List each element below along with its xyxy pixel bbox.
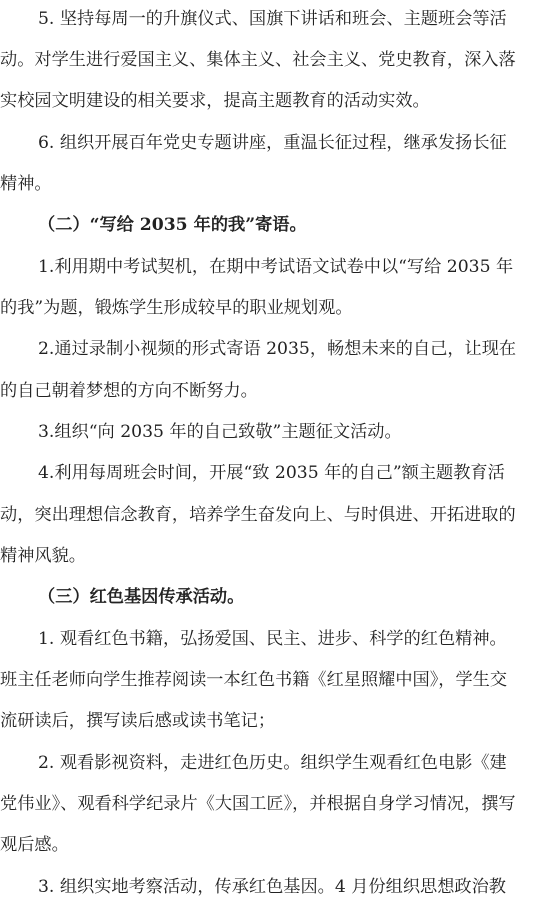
paragraph-line: 6. 组织开展百年党史专题讲座，重温长征过程，继承发扬长征 bbox=[38, 133, 507, 153]
paragraph-line: 精神风貌。 bbox=[0, 546, 86, 566]
section-heading: （二）“写给 2035 年的我”寄语。 bbox=[38, 215, 307, 235]
paragraph-line: 2.通过录制小视频的形式寄语 2035，畅想未来的自己，让现在 bbox=[38, 339, 517, 359]
paragraph-line: 班主任老师向学生推荐阅读一本红色书籍《红星照耀中国》，学生交 bbox=[0, 670, 508, 690]
paragraph-line: 3. 组织实地考察活动，传承红色基因。4 月份组织思想政治教 bbox=[38, 877, 506, 897]
paragraph-line: 3.组织“向 2035 年的自己致敬”主题征文活动。 bbox=[38, 422, 402, 442]
paragraph-line: 精神。 bbox=[0, 174, 52, 194]
paragraph-line: 动。对学生进行爱国主义、集体主义、社会主义、党史教育，深入落 bbox=[0, 50, 516, 70]
paragraph-line: 5. 坚持每周一的升旗仪式、国旗下讲话和班会、主题班会等活 bbox=[38, 9, 507, 29]
paragraph-line: 流研读后，撰写读后感或读书笔记； bbox=[0, 711, 276, 731]
paragraph-line: 的自己朝着梦想的方向不断努力。 bbox=[0, 381, 258, 401]
paragraph-line: 1. 观看红色书籍，弘扬爱国、民主、进步、科学的红色精神。 bbox=[38, 629, 507, 649]
paragraph-line: 2. 观看影视资料，走进红色历史。组织学生观看红色电影《建 bbox=[38, 753, 507, 773]
paragraph-line: 1.利用期中考试契机，在期中考试语文试卷中以“写给 2035 年 bbox=[38, 257, 514, 277]
paragraph-line: 动，突出理想信念教育，培养学生奋发向上、与时俱进、开拓进取的 bbox=[0, 505, 516, 525]
paragraph-line: 观后感。 bbox=[0, 835, 69, 855]
paragraph-line: 实校园文明建设的相关要求，提高主题教育的活动实效。 bbox=[0, 91, 430, 111]
paragraph-line: 党伟业》、观看科学纪录片《大国工匠》，并根据自身学习情况，撰写 bbox=[0, 794, 516, 814]
paragraph-line: 的我”为题，锻炼学生形成较早的职业规划观。 bbox=[0, 298, 353, 318]
section-heading: （三）红色基因传承活动。 bbox=[38, 587, 245, 607]
paragraph-line: 4.利用每周班会时间，开展“致 2035 年的自己”额主题教育活 bbox=[38, 463, 505, 483]
